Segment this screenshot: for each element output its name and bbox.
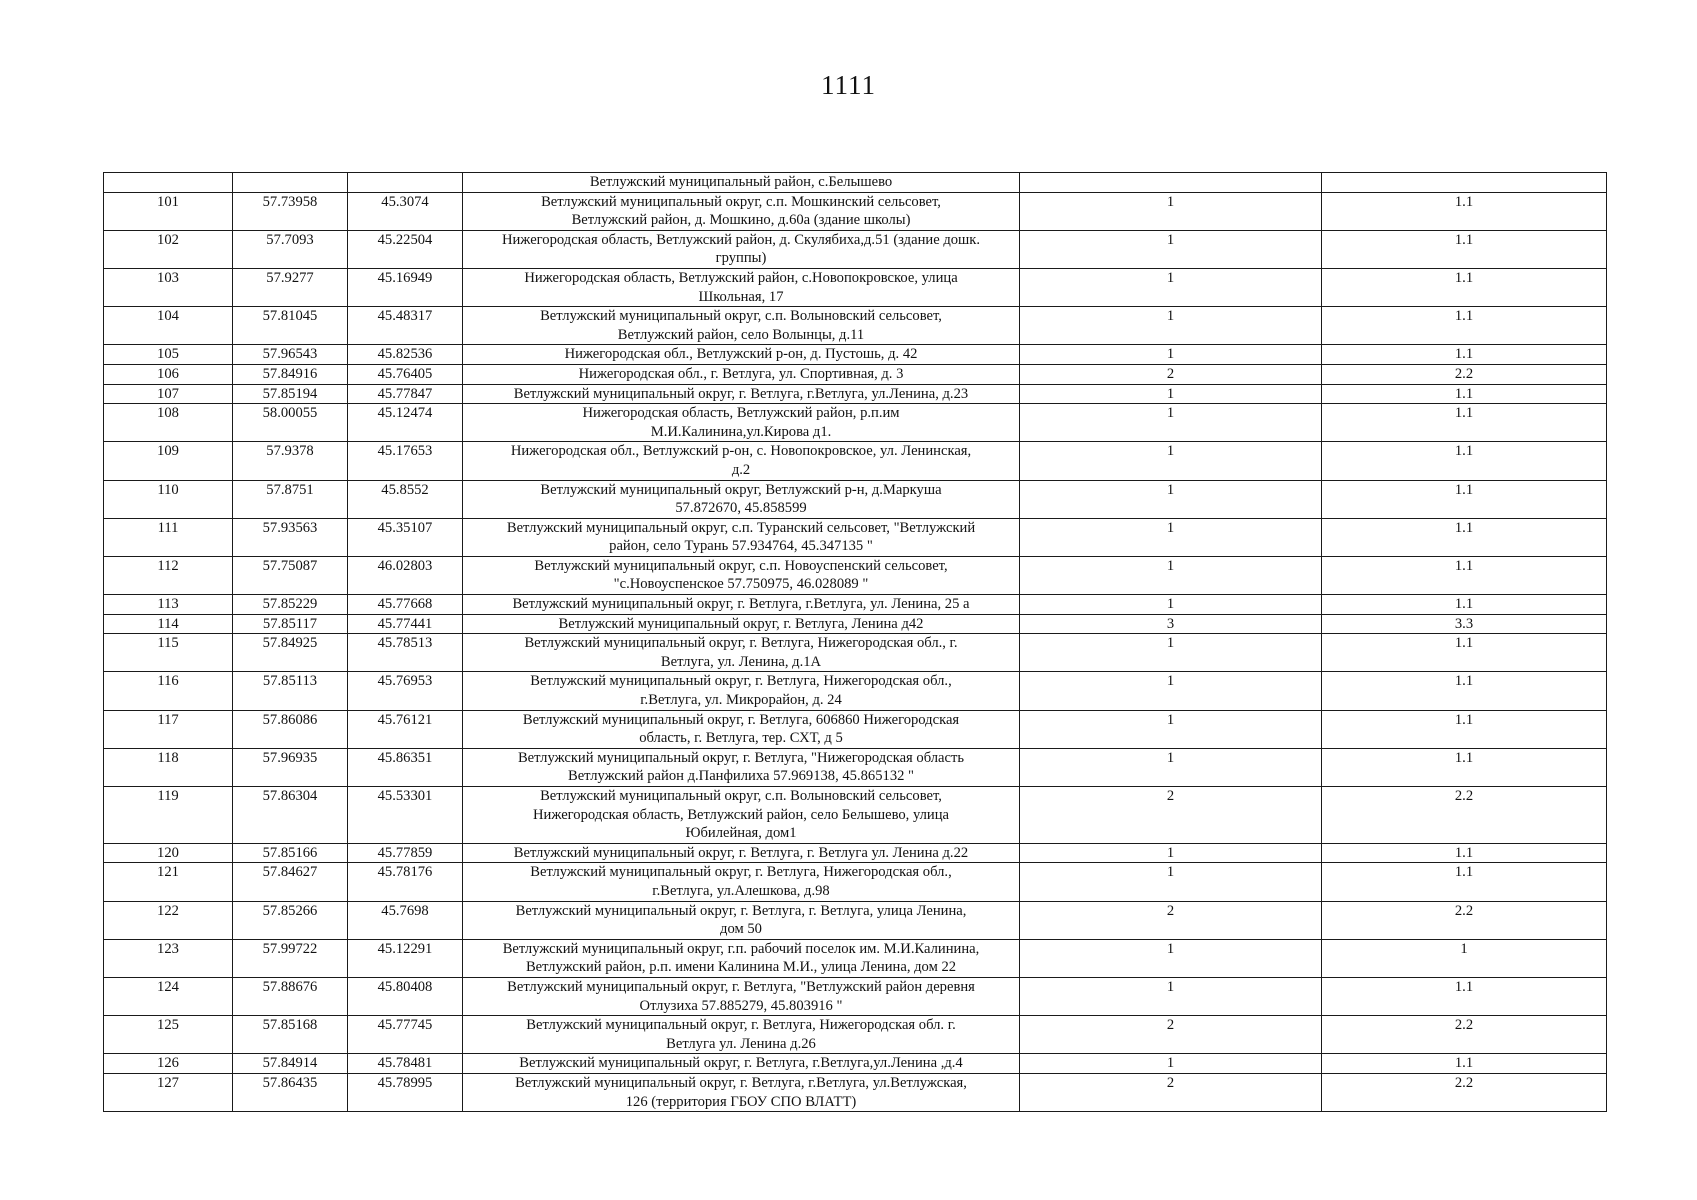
cell-latitude: 57.85194 — [233, 384, 348, 404]
cell-latitude: 57.75087 — [233, 556, 348, 594]
address-line: Нижегородская обл., Ветлужский р-он, д. Пустошь, д. 42 — [564, 346, 918, 363]
cell-number: 124 — [104, 977, 233, 1015]
cell-number: 108 — [104, 404, 233, 442]
cell-latitude: 57.84914 — [233, 1054, 348, 1074]
cell-longitude: 45.86351 — [348, 748, 463, 786]
continuation-row — [104, 173, 1607, 193]
cell-count: 2 — [1020, 364, 1322, 384]
cell-value: 1.1 — [1322, 345, 1607, 365]
cell-value: 1.1 — [1322, 843, 1607, 863]
cell-address — [463, 748, 1020, 786]
cell-longitude: 45.82536 — [348, 345, 463, 365]
cell-latitude: 57.85113 — [233, 672, 348, 710]
address-line: Нижегородская обл., Ветлужский р-он, с. Новопокровское, ул. Ленинская, — [510, 443, 972, 460]
table-row — [104, 268, 1607, 306]
cell-longitude: 45.8552 — [348, 480, 463, 518]
cell-longitude: 45.48317 — [348, 307, 463, 345]
cell-address — [463, 404, 1020, 442]
cell-latitude: 57.7093 — [233, 230, 348, 268]
cell-address — [463, 480, 1020, 518]
address-line: 57.872670, 45.858599 — [675, 500, 807, 517]
cell-count: 1 — [1020, 977, 1322, 1015]
address-line: Ветлужский муниципальный округ, г.п. рабочий поселок им. М.И.Калинина, — [502, 940, 980, 957]
cell-longitude: 45.78513 — [348, 634, 463, 672]
cell-address — [463, 595, 1020, 615]
cell-value: 1.1 — [1322, 634, 1607, 672]
address-line: Юбилейная, дом1 — [685, 825, 797, 842]
cell-longitude — [348, 173, 463, 193]
cell-number: 107 — [104, 384, 233, 404]
cell-value: 2.2 — [1322, 1073, 1607, 1111]
cell-latitude — [233, 173, 348, 193]
cell-address — [463, 364, 1020, 384]
cell-longitude: 45.76405 — [348, 364, 463, 384]
cell-count: 2 — [1020, 1073, 1322, 1111]
cell-address — [463, 307, 1020, 345]
page-number: 1111 — [821, 70, 876, 100]
cell-latitude: 57.93563 — [233, 518, 348, 556]
address-line: Ветлужский муниципальный округ, г. Ветлуга, г. Ветлуга ул. Ленина д.22 — [513, 844, 969, 861]
address-line: д.2 — [731, 461, 751, 478]
cell-address — [463, 939, 1020, 977]
cell-count: 1 — [1020, 518, 1322, 556]
cell-address — [463, 384, 1020, 404]
cell-address — [463, 1073, 1020, 1111]
cell-count: 1 — [1020, 710, 1322, 748]
cell-number: 123 — [104, 939, 233, 977]
cell-number — [104, 173, 233, 193]
cell-longitude: 45.7698 — [348, 901, 463, 939]
cell-longitude: 45.35107 — [348, 518, 463, 556]
cell-number: 121 — [104, 863, 233, 901]
cell-longitude: 45.76953 — [348, 672, 463, 710]
cell-longitude: 45.3074 — [348, 192, 463, 230]
address-line: Ветлужский район, р.п. имени Калинина М.И., улица Ленина, дом 22 — [525, 959, 957, 976]
address-line: Нижегородская область, Ветлужский район, р.п.им — [582, 405, 900, 422]
cell-latitude: 57.88676 — [233, 977, 348, 1015]
address-line: область, г. Ветлуга, тер. СХТ, д 5 — [639, 730, 843, 747]
cell-number: 118 — [104, 748, 233, 786]
table-row — [104, 863, 1607, 901]
cell-count: 2 — [1020, 901, 1322, 939]
cell-latitude: 57.84916 — [233, 364, 348, 384]
cell-value: 1.1 — [1322, 977, 1607, 1015]
cell-address — [463, 192, 1020, 230]
cell-value: 1.1 — [1322, 480, 1607, 518]
cell-longitude: 45.12291 — [348, 939, 463, 977]
table-row — [104, 977, 1607, 1015]
cell-number: 120 — [104, 843, 233, 863]
table-row — [104, 1054, 1607, 1074]
cell-latitude: 57.9277 — [233, 268, 348, 306]
cell-longitude: 45.76121 — [348, 710, 463, 748]
table-row — [104, 787, 1607, 844]
cell-value: 1.1 — [1322, 672, 1607, 710]
table-row — [104, 843, 1607, 863]
cell-value: 1 — [1322, 939, 1607, 977]
cell-number: 111 — [104, 518, 233, 556]
table-row — [104, 634, 1607, 672]
table-row — [104, 404, 1607, 442]
table-row — [104, 364, 1607, 384]
cell-latitude: 57.84925 — [233, 634, 348, 672]
address-line: Ветлужский муниципальный округ, с.п. Новоуспенский сельсовет, — [534, 557, 948, 574]
cell-longitude: 45.77745 — [348, 1016, 463, 1054]
cell-count: 1 — [1020, 634, 1322, 672]
cell-latitude: 57.86086 — [233, 710, 348, 748]
address-line: Ветлужский муниципальный округ, Ветлужский р-н, д.Маркуша — [540, 481, 942, 498]
cell-longitude: 45.80408 — [348, 977, 463, 1015]
cell-value: 1.1 — [1322, 595, 1607, 615]
cell-longitude: 45.12474 — [348, 404, 463, 442]
table-row — [104, 1016, 1607, 1054]
cell-latitude: 57.86435 — [233, 1073, 348, 1111]
cell-value: 2.2 — [1322, 364, 1607, 384]
cell-count — [1020, 173, 1322, 193]
cell-value: 1.1 — [1322, 192, 1607, 230]
table-row — [104, 307, 1607, 345]
address-line: Ветлужский муниципальный округ, г. Ветлуга, г.Ветлуга, ул.Ветлужская, — [515, 1074, 967, 1091]
cell-value: 1.1 — [1322, 404, 1607, 442]
cell-latitude: 57.99722 — [233, 939, 348, 977]
address-line: Ветлужский муниципальный округ, с.п. Волыновский сельсовет, — [540, 308, 942, 325]
cell-count: 1 — [1020, 595, 1322, 615]
cell-number: 122 — [104, 901, 233, 939]
cell-latitude: 57.8751 — [233, 480, 348, 518]
cell-count: 1 — [1020, 843, 1322, 863]
table-row — [104, 901, 1607, 939]
address-line: Ветлужский муниципальный округ, г. Ветлуга, Нижегородская обл., — [530, 673, 952, 690]
cell-latitude: 57.85266 — [233, 901, 348, 939]
cell-number: 119 — [104, 787, 233, 844]
cell-address — [463, 634, 1020, 672]
address-line: Ветлужский муниципальный округ, с.п. Мошкинский сельсовет, — [541, 193, 941, 210]
cell-number: 106 — [104, 364, 233, 384]
address-line: Ветлуга, ул. Ленина, д.1А — [660, 653, 822, 670]
address-line: Ветлужский муниципальный округ, г. Ветлуга, г. Ветлуга, улица Ленина, — [515, 902, 967, 919]
cell-latitude: 57.84627 — [233, 863, 348, 901]
cell-value: 3.3 — [1322, 614, 1607, 634]
table-row — [104, 614, 1607, 634]
cell-count: 1 — [1020, 230, 1322, 268]
address-line: Ветлужский район д.Панфилиха 57.969138, 45.865132 " — [567, 768, 915, 785]
cell-latitude: 57.9378 — [233, 442, 348, 480]
cell-address — [463, 863, 1020, 901]
cell-count: 1 — [1020, 384, 1322, 404]
cell-number: 125 — [104, 1016, 233, 1054]
cell-latitude: 57.96543 — [233, 345, 348, 365]
address-line: дом 50 — [720, 921, 762, 938]
address-line: Ветлужский муниципальный округ, с.п. Волыновский сельсовет, — [540, 788, 942, 804]
cell-value: 1.1 — [1322, 1054, 1607, 1074]
table-row — [104, 230, 1607, 268]
cell-value: 1.1 — [1322, 268, 1607, 306]
cell-value: 1.1 — [1322, 710, 1607, 748]
cell-address — [463, 173, 1020, 193]
cell-count: 1 — [1020, 268, 1322, 306]
address-line: Ветлужский муниципальный округ, г. Ветлуга, г.Ветлуга,ул.Ленина ,д.4 — [519, 1055, 963, 1072]
cell-count: 2 — [1020, 787, 1322, 844]
cell-latitude: 57.73958 — [233, 192, 348, 230]
address-line: "с.Новоуспенское 57.750975, 46.028089 " — [613, 576, 869, 593]
address-line: Школьная, 17 — [698, 288, 784, 305]
table-row — [104, 442, 1607, 480]
cell-count: 1 — [1020, 556, 1322, 594]
cell-count: 1 — [1020, 863, 1322, 901]
cell-longitude: 45.77668 — [348, 595, 463, 615]
table-row — [104, 345, 1607, 365]
cell-latitude: 57.85168 — [233, 1016, 348, 1054]
cell-longitude: 45.78995 — [348, 1073, 463, 1111]
cell-count: 1 — [1020, 939, 1322, 977]
cell-value: 1.1 — [1322, 748, 1607, 786]
address-line: Ветлужский муниципальный округ, г. Ветлуга, Ленина д42 — [558, 615, 924, 632]
cell-longitude: 45.22504 — [348, 230, 463, 268]
cell-longitude: 45.77441 — [348, 614, 463, 634]
cell-value: 1.1 — [1322, 384, 1607, 404]
address-line: Нижегородская область, Ветлужский район, село Белышево, улица — [532, 806, 950, 823]
table-row — [104, 480, 1607, 518]
registry-table — [103, 172, 1607, 1112]
cell-address — [463, 614, 1020, 634]
registry-table-body — [104, 173, 1607, 1112]
cell-address — [463, 442, 1020, 480]
cell-value: 2.2 — [1322, 787, 1607, 844]
cell-latitude: 57.85166 — [233, 843, 348, 863]
address-line: район, село Турань 57.934764, 45.347135 " — [609, 538, 873, 555]
cell-longitude: 45.78481 — [348, 1054, 463, 1074]
cell-latitude: 58.00055 — [233, 404, 348, 442]
cell-count: 1 — [1020, 480, 1322, 518]
cell-latitude: 57.85117 — [233, 614, 348, 634]
cell-longitude: 45.78176 — [348, 863, 463, 901]
cell-latitude: 57.85229 — [233, 595, 348, 615]
address-line: Отлузиха 57.885279, 45.803916 " — [639, 997, 843, 1014]
cell-value: 2.2 — [1322, 901, 1607, 939]
cell-longitude: 45.77847 — [348, 384, 463, 404]
cell-number: 101 — [104, 192, 233, 230]
table-row — [104, 518, 1607, 556]
cell-number: 114 — [104, 614, 233, 634]
cell-address — [463, 787, 1020, 844]
cell-count: 1 — [1020, 672, 1322, 710]
cell-number: 117 — [104, 710, 233, 748]
table-row — [104, 192, 1607, 230]
cell-count: 1 — [1020, 748, 1322, 786]
address-line: Ветлужский муниципальный округ, с.п. Туранский сельсовет, "Ветлужский — [506, 519, 976, 536]
cell-latitude: 57.81045 — [233, 307, 348, 345]
cell-longitude: 45.53301 — [348, 787, 463, 844]
cell-number: 102 — [104, 230, 233, 268]
address-line: 126 (территория ГБОУ СПО ВЛАТТ) — [625, 1093, 857, 1110]
cell-value: 1.1 — [1322, 307, 1607, 345]
cell-address — [463, 230, 1020, 268]
cell-value: 1.1 — [1322, 518, 1607, 556]
address-line: Нижегородская область, Ветлужский район, с.Новопокровское, улица — [524, 269, 958, 286]
cell-number: 104 — [104, 307, 233, 345]
cell-count: 1 — [1020, 442, 1322, 480]
table-row — [104, 672, 1607, 710]
cell-count: 1 — [1020, 345, 1322, 365]
cell-longitude: 45.17653 — [348, 442, 463, 480]
cell-count: 1 — [1020, 192, 1322, 230]
address-line: Ветлужский муниципальный округ, г. Ветлуга, г.Ветлуга, ул. Ленина, 25 а — [512, 596, 970, 613]
address-line: Ветлужский муниципальный округ, г. Ветлуга, "Нижегородская область — [517, 749, 965, 766]
cell-value: 1.1 — [1322, 556, 1607, 594]
address-line: Ветлужский муниципальный округ, г. Ветлуга, Нижегородская обл. г. — [526, 1017, 956, 1034]
address-line: Ветлужский район, д. Мошкино, д.60а (здание школы) — [571, 212, 911, 229]
table-row — [104, 595, 1607, 615]
cell-number: 113 — [104, 595, 233, 615]
table-row — [104, 556, 1607, 594]
cell-number: 109 — [104, 442, 233, 480]
cell-number: 126 — [104, 1054, 233, 1074]
address-line: г.Ветлуга, ул.Алешкова, д.98 — [652, 882, 830, 899]
cell-number: 103 — [104, 268, 233, 306]
cell-latitude: 57.96935 — [233, 748, 348, 786]
address-line: Нижегородская обл., г. Ветлуга, ул. Спортивная, д. 3 — [578, 365, 904, 382]
cell-address — [463, 518, 1020, 556]
cell-count: 3 — [1020, 614, 1322, 634]
table-row — [104, 1073, 1607, 1111]
cell-number: 115 — [104, 634, 233, 672]
cell-address — [463, 268, 1020, 306]
address-line: группы) — [715, 250, 767, 267]
cell-address — [463, 556, 1020, 594]
cell-value: 2.2 — [1322, 1016, 1607, 1054]
cell-address — [463, 843, 1020, 863]
cell-address — [463, 710, 1020, 748]
cell-number: 127 — [104, 1073, 233, 1111]
cell-count: 1 — [1020, 1054, 1322, 1074]
cell-count: 2 — [1020, 1016, 1322, 1054]
address-line: Ветлужский муниципальный район, с.Белышево — [589, 174, 893, 190]
cell-value: 1.1 — [1322, 230, 1607, 268]
cell-value — [1322, 173, 1607, 193]
cell-number: 105 — [104, 345, 233, 365]
cell-address — [463, 1054, 1020, 1074]
cell-address — [463, 345, 1020, 365]
address-line: г.Ветлуга, ул. Микрорайон, д. 24 — [640, 692, 842, 709]
cell-longitude: 46.02803 — [348, 556, 463, 594]
address-line: Нижегородская область, Ветлужский район, д. Скулябиха,д.51 (здание дошк. — [501, 231, 981, 248]
cell-number: 112 — [104, 556, 233, 594]
address-line: М.И.Калинина,ул.Кирова д1. — [650, 423, 832, 440]
cell-value: 1.1 — [1322, 442, 1607, 480]
table-row — [104, 748, 1607, 786]
table-row — [104, 384, 1607, 404]
cell-address — [463, 1016, 1020, 1054]
cell-count: 1 — [1020, 307, 1322, 345]
address-line: Ветлужский муниципальный округ, г. Ветлуга, Нижегородская обл., — [530, 864, 952, 881]
cell-count: 1 — [1020, 404, 1322, 442]
cell-address — [463, 901, 1020, 939]
table-row — [104, 939, 1607, 977]
cell-longitude: 45.16949 — [348, 268, 463, 306]
address-line: Ветлужский муниципальный округ, г. Ветлуга, 606860 Нижегородская — [522, 711, 960, 728]
cell-latitude: 57.86304 — [233, 787, 348, 844]
cell-number: 110 — [104, 480, 233, 518]
table-row — [104, 710, 1607, 748]
cell-address — [463, 977, 1020, 1015]
address-line: Ветлуга ул. Ленина д.26 — [666, 1035, 816, 1052]
address-line: Ветлужский муниципальный округ, г. Ветлуга, г.Ветлуга, ул.Ленина, д.23 — [513, 385, 969, 402]
address-line: Ветлужский район, село Волынцы, д.11 — [617, 326, 865, 343]
cell-longitude: 45.77859 — [348, 843, 463, 863]
address-line: Ветлужский муниципальный округ, г. Ветлуга, "Ветлужский район деревня — [507, 978, 975, 995]
cell-number: 116 — [104, 672, 233, 710]
cell-address — [463, 672, 1020, 710]
cell-value: 1.1 — [1322, 863, 1607, 901]
address-line: Ветлужский муниципальный округ, г. Ветлуга, Нижегородская обл., г. — [524, 635, 958, 652]
